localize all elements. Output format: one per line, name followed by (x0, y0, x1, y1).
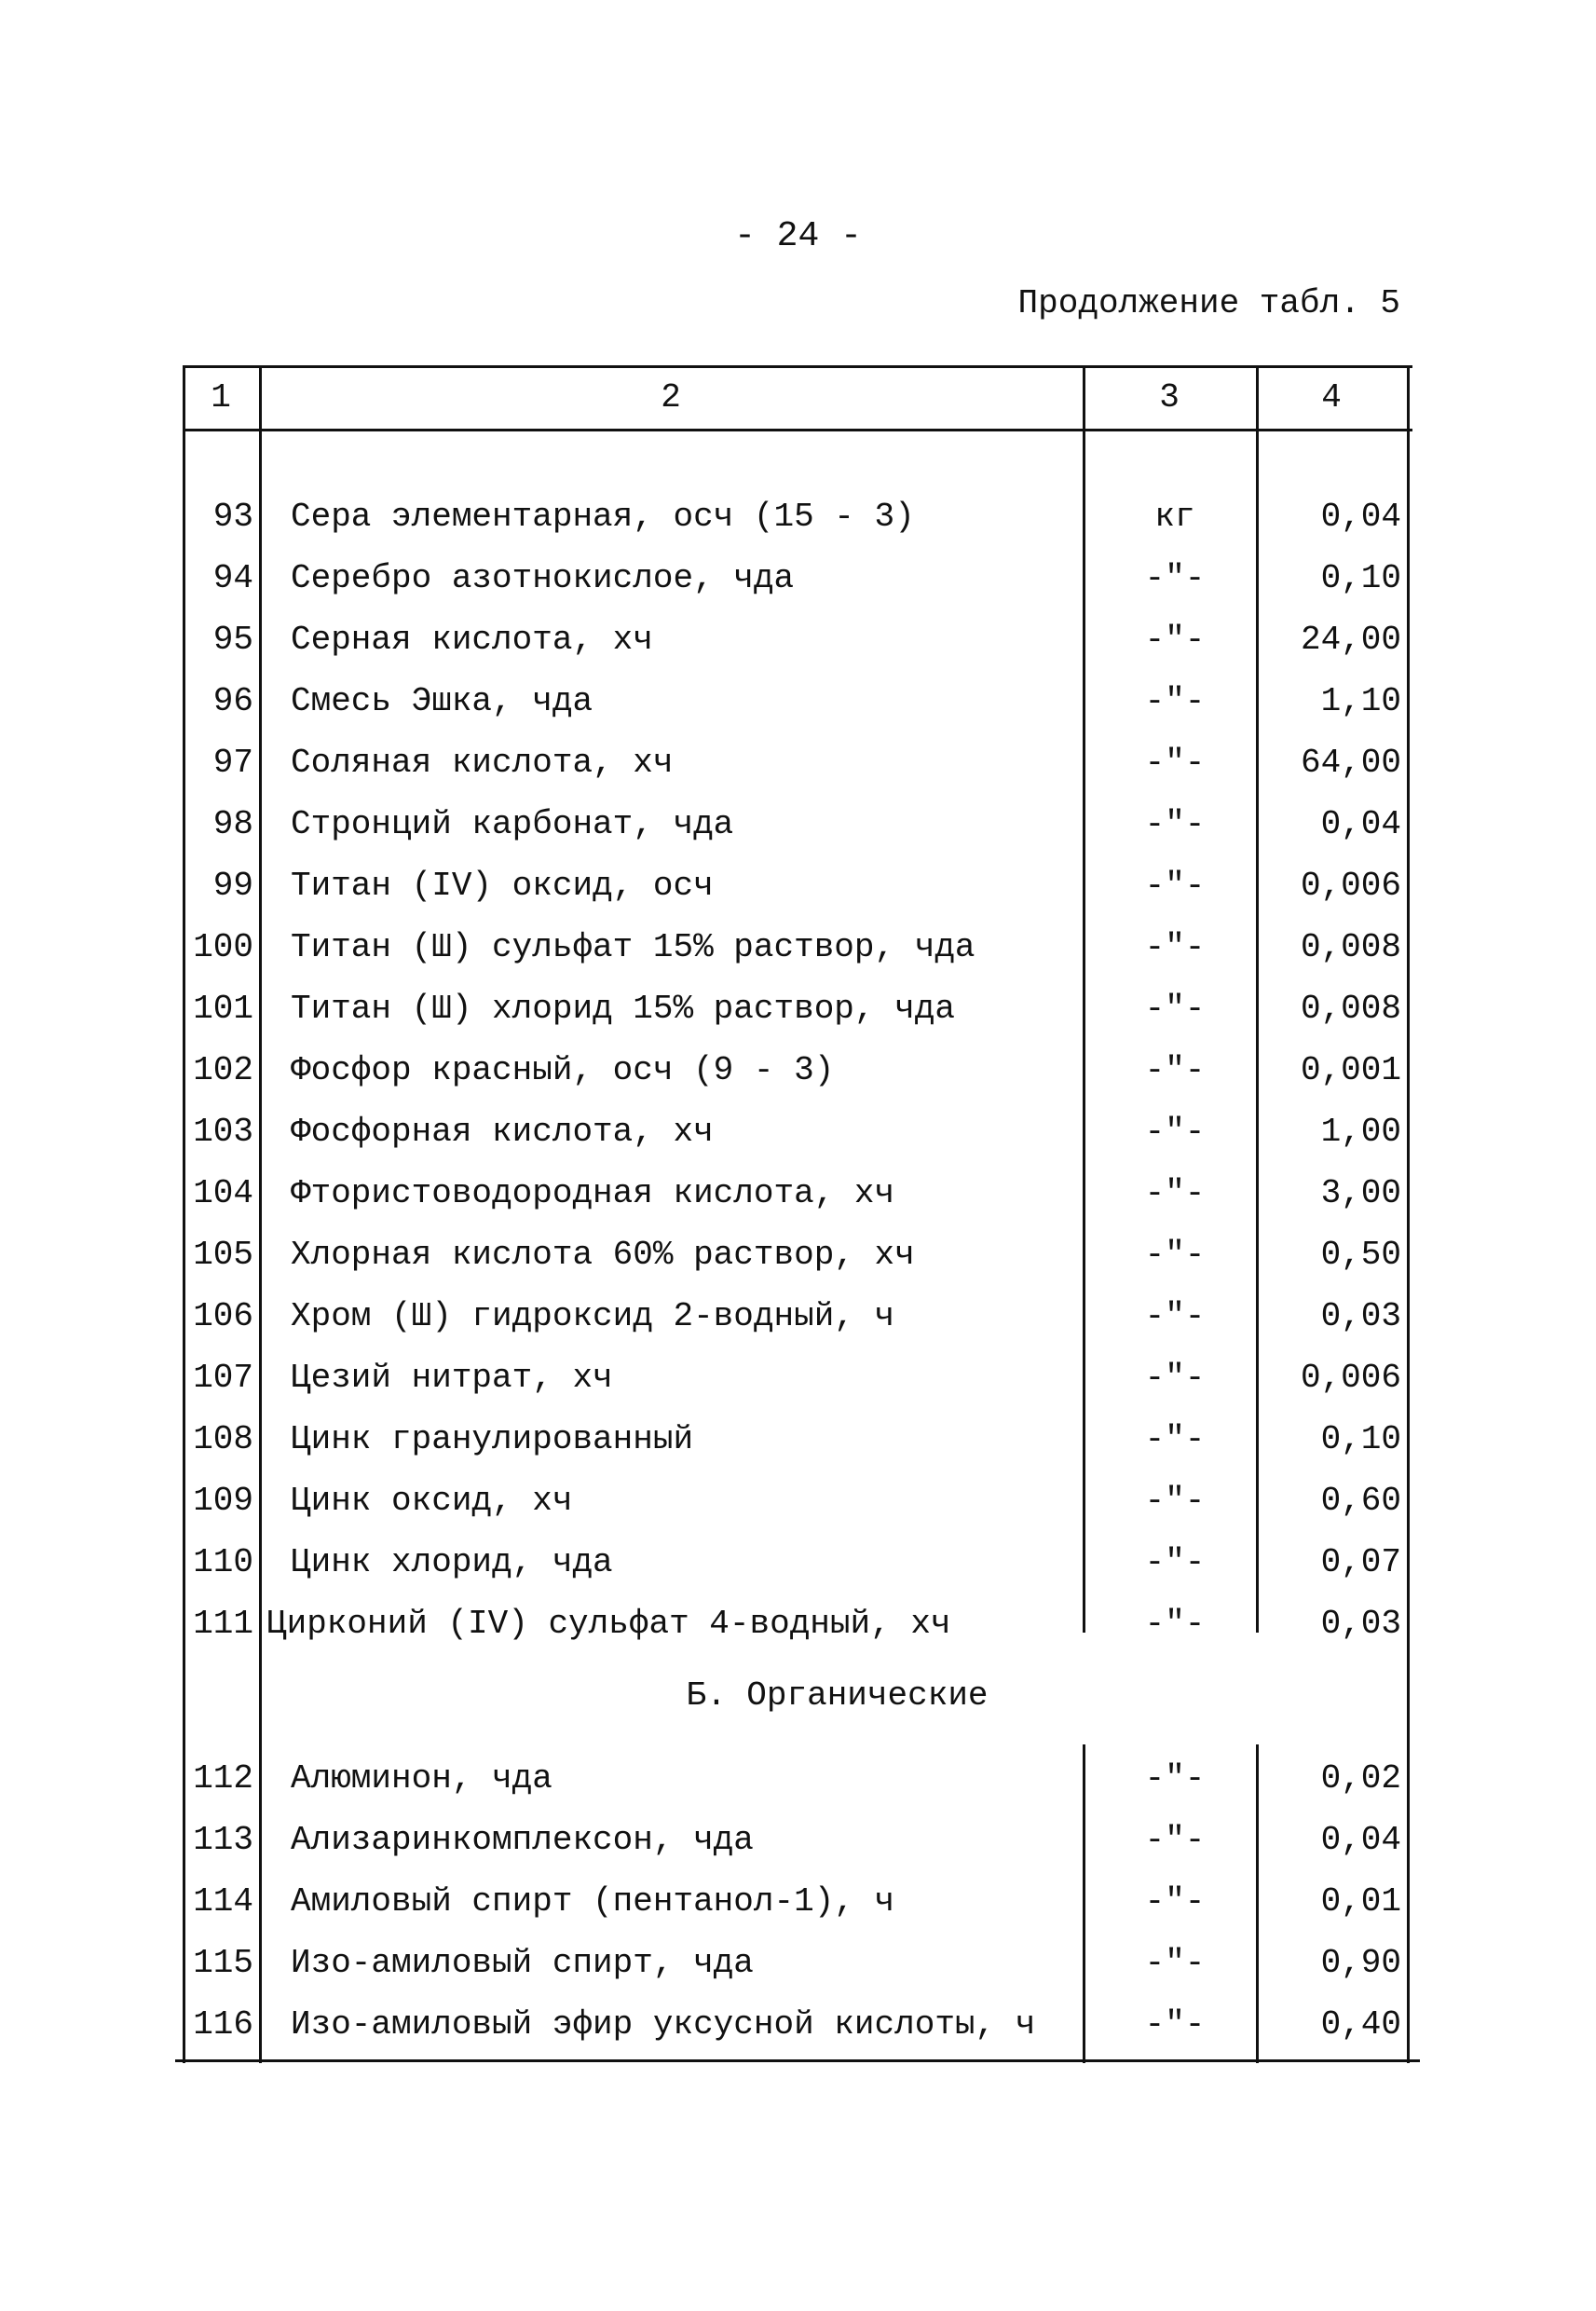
row-number: 94 (212, 559, 253, 597)
unit: -"- (1144, 1297, 1206, 1335)
reagent-name: Алюминон, чда (291, 1759, 552, 1798)
quantity: 0,008 (1300, 990, 1401, 1028)
table-row (183, 548, 1412, 609)
reagent-name: Цинк гранулированный (291, 1420, 694, 1458)
unit: -"- (1144, 1944, 1206, 1982)
row-number: 101 (193, 990, 253, 1028)
table-row (183, 609, 1412, 671)
unit: -"- (1144, 990, 1206, 1028)
reagent-name: Сера элементарная, осч (15 - 3) (291, 498, 915, 536)
quantity: 0,03 (1320, 1605, 1401, 1643)
row-number: 103 (193, 1113, 253, 1151)
table-row (183, 732, 1412, 794)
unit: -"- (1144, 1113, 1206, 1151)
table-row (183, 855, 1412, 917)
row-number: 93 (212, 498, 253, 536)
quantity: 0,006 (1300, 1359, 1401, 1397)
quantity: 0,04 (1320, 805, 1401, 843)
quantity: 64,00 (1300, 744, 1401, 782)
unit: -"- (1144, 928, 1206, 966)
table-row (183, 1748, 1412, 1810)
table-row (183, 1933, 1412, 1994)
quantity: 0,008 (1300, 928, 1401, 966)
reagent-name: Фосфорная кислота, хч (291, 1113, 714, 1151)
row-number: 112 (193, 1759, 253, 1798)
table-row (183, 1224, 1412, 1286)
column-header-4: 4 (1321, 378, 1342, 417)
unit: -"- (1144, 1174, 1206, 1212)
row-number: 106 (193, 1297, 253, 1335)
table-row (183, 1994, 1412, 2056)
table-row (183, 1163, 1412, 1224)
reagent-name: Цезий нитрат, хч (291, 1359, 613, 1397)
unit: кг (1154, 498, 1195, 536)
row-number: 98 (212, 805, 253, 843)
reagent-name: Ализаринкомплексон, чда (291, 1821, 754, 1859)
reagent-name: Цинк оксид, хч (291, 1482, 573, 1520)
row-number: 113 (193, 1821, 253, 1859)
table-continuation-caption: Продолжение табл. 5 (1017, 284, 1400, 322)
table-row (183, 1347, 1412, 1409)
table-row (183, 1593, 1412, 1655)
table-row (183, 1286, 1412, 1347)
reagent-name: Цинк хлорид, чда (291, 1543, 613, 1581)
table-row (183, 1532, 1412, 1593)
table-row (183, 917, 1412, 978)
column-header-2: 2 (661, 378, 681, 417)
row-number: 109 (193, 1482, 253, 1520)
unit: -"- (1144, 1605, 1206, 1643)
reagent-name: Фтористоводородная кислота, хч (291, 1174, 895, 1212)
unit: -"- (1144, 1543, 1206, 1581)
reagent-name: Стронций карбонат, чда (291, 805, 734, 843)
reagent-name: Амиловый спирт (пентанол-1), ч (291, 1882, 895, 1921)
unit: -"- (1144, 621, 1206, 659)
table-row (183, 486, 1412, 548)
reagent-name: Титан (Ш) сульфат 15% раствор, чда (291, 928, 975, 966)
unit: -"- (1144, 1759, 1206, 1798)
table-row (183, 1810, 1412, 1871)
unit: -"- (1144, 867, 1206, 905)
quantity: 0,04 (1320, 498, 1401, 536)
reagent-name: Хлорная кислота 60% раствор, хч (291, 1236, 915, 1274)
quantity: 0,10 (1320, 1420, 1401, 1458)
table-bottom-border (175, 2059, 1420, 2062)
unit: -"- (1144, 682, 1206, 720)
unit: -"- (1144, 1420, 1206, 1458)
row-number: 114 (193, 1882, 253, 1921)
row-number: 100 (193, 928, 253, 966)
reagents-table (183, 365, 1412, 2063)
quantity: 24,00 (1300, 621, 1401, 659)
row-number: 102 (193, 1051, 253, 1089)
reagent-name: Титан (IV) оксид, осч (291, 867, 714, 905)
table-row (183, 671, 1412, 732)
quantity: 0,07 (1320, 1543, 1401, 1581)
row-number: 105 (193, 1236, 253, 1274)
column-header-3: 3 (1159, 378, 1180, 417)
reagent-name: Изо-амиловый эфир уксусной кислоты, ч (291, 2005, 1036, 2044)
table-row (183, 1101, 1412, 1163)
row-number: 99 (212, 867, 253, 905)
row-number: 96 (212, 682, 253, 720)
reagent-name: Серная кислота, хч (291, 621, 653, 659)
quantity: 1,10 (1320, 682, 1401, 720)
table-row (183, 978, 1412, 1040)
unit: -"- (1144, 1821, 1206, 1859)
unit: -"- (1144, 744, 1206, 782)
row-number: 104 (193, 1174, 253, 1212)
quantity: 0,50 (1320, 1236, 1401, 1274)
reagent-name: Цирконий (IV) сульфат 4-водный, хч (266, 1605, 951, 1643)
quantity: 0,40 (1320, 2005, 1401, 2044)
unit: -"- (1144, 805, 1206, 843)
quantity: 0,001 (1300, 1051, 1401, 1089)
row-number: 107 (193, 1359, 253, 1397)
quantity: 0,03 (1320, 1297, 1401, 1335)
quantity: 0,02 (1320, 1759, 1401, 1798)
quantity: 0,006 (1300, 867, 1401, 905)
row-number: 95 (212, 621, 253, 659)
row-number: 97 (212, 744, 253, 782)
unit: -"- (1144, 1482, 1206, 1520)
table-row (183, 1040, 1412, 1101)
unit: -"- (1144, 1236, 1206, 1274)
page-number: - 24 - (734, 216, 862, 256)
table-row (183, 794, 1412, 855)
reagent-name: Серебро азотнокислое, чда (291, 559, 795, 597)
quantity: 3,00 (1320, 1174, 1401, 1212)
section-heading-organic: Б. Органические (686, 1676, 989, 1715)
row-number: 111 (193, 1605, 253, 1643)
quantity: 0,90 (1320, 1944, 1401, 1982)
row-number: 108 (193, 1420, 253, 1458)
row-number: 110 (193, 1543, 253, 1581)
quantity: 0,01 (1320, 1882, 1401, 1921)
unit: -"- (1144, 1882, 1206, 1921)
table-row (183, 1470, 1412, 1532)
unit: -"- (1144, 1359, 1206, 1397)
quantity: 0,10 (1320, 559, 1401, 597)
reagent-name: Смесь Эшка, чда (291, 682, 593, 720)
quantity: 0,04 (1320, 1821, 1401, 1859)
column-header-1: 1 (211, 378, 231, 417)
quantity: 1,00 (1320, 1113, 1401, 1151)
reagent-name: Фосфор красный, осч (9 - 3) (291, 1051, 835, 1089)
reagent-name: Соляная кислота, хч (291, 744, 674, 782)
quantity: 0,60 (1320, 1482, 1401, 1520)
table-row (183, 1871, 1412, 1933)
row-number: 116 (193, 2005, 253, 2044)
unit: -"- (1144, 1051, 1206, 1089)
row-number: 115 (193, 1944, 253, 1982)
reagent-name: Титан (Ш) хлорид 15% раствор, чда (291, 990, 955, 1028)
unit: -"- (1144, 2005, 1206, 2044)
reagent-name: Хром (Ш) гидроксид 2-водный, ч (291, 1297, 895, 1335)
table-row (183, 1409, 1412, 1470)
reagent-name: Изо-амиловый спирт, чда (291, 1944, 754, 1982)
unit: -"- (1144, 559, 1206, 597)
